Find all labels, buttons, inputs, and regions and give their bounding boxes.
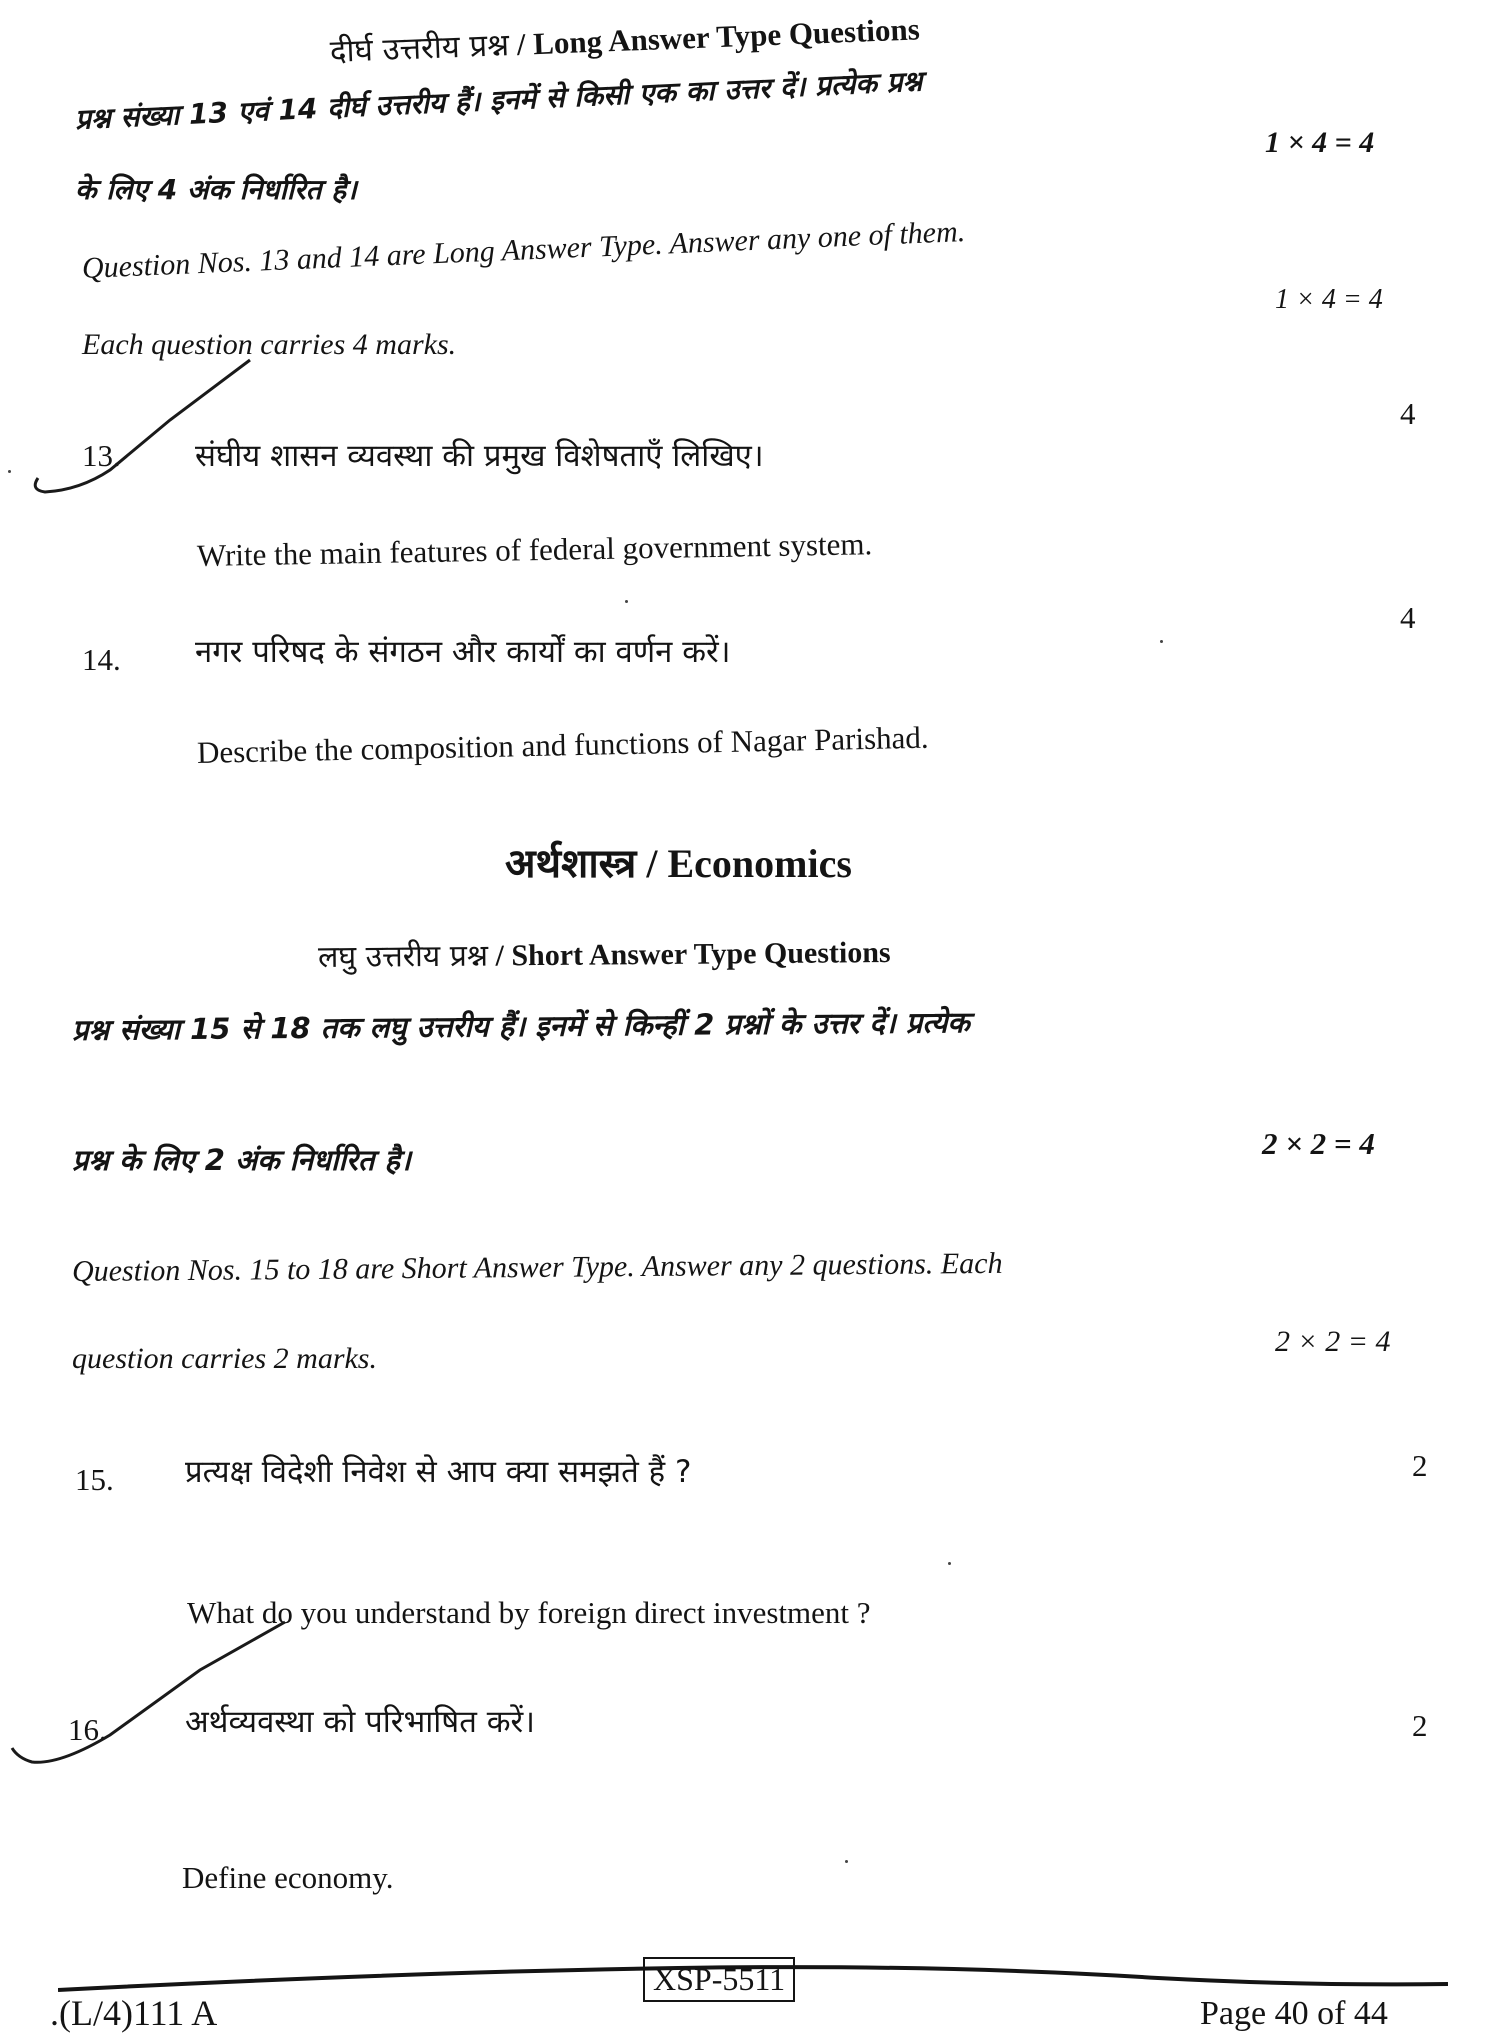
short-instructions-en-marks: 2 × 2 = 4	[1275, 1325, 1391, 1358]
heading-separator: /	[495, 939, 505, 973]
question-16-text-en: Define economy.	[182, 1860, 394, 1895]
short-answer-heading-hi: लघु उत्तरीय प्रश्न	[317, 938, 489, 975]
long-instructions-en-line1: Question Nos. 13 and 14 are Long Answer Type. Answer any one of them.	[81, 215, 966, 285]
footer-page-label: Page 40 of 44	[1200, 1995, 1388, 2032]
footer-paper-code: .(L/4)111 A	[50, 1993, 218, 2033]
question-14-text-hi: नगर परिषद के संगठन और कार्यों का वर्णन करें।	[195, 634, 731, 670]
economics-subject-hi: अर्थशास्त्र	[505, 841, 637, 887]
long-instructions-en-marks: 1 × 4 = 4	[1275, 284, 1383, 315]
short-instructions-en-line2: question carries 2 marks.	[72, 1342, 377, 1375]
question-13-text-hi: संघीय शासन व्यवस्था की प्रमुख विशेषताएँ लिखिए।	[195, 438, 764, 474]
question-16-marks: 2	[1412, 1708, 1428, 1743]
scan-speck	[948, 1562, 951, 1565]
question-15-number: 15.	[75, 1462, 114, 1497]
question-16-number: 16.	[68, 1712, 107, 1747]
long-answer-heading-en: Long Answer Type Questions	[532, 11, 921, 62]
question-13-number: 13.	[82, 438, 121, 473]
question-15-text-hi: प्रत्यक्ष विदेशी निवेश से आप क्या समझते हैं ?	[185, 1454, 692, 1490]
question-13-text-en: Write the main features of federal government system.	[196, 526, 873, 573]
long-instructions-en-line2: Each question carries 4 marks.	[82, 328, 457, 361]
scan-speck	[845, 1860, 848, 1863]
question-14-marks: 4	[1400, 600, 1416, 635]
question-15-marks: 2	[1412, 1448, 1428, 1483]
short-instructions-hi-line1: प्रश्न संख्या 15 से 18 तक लघु उत्तरीय हैं। इनमें से किन्हीं 2 प्रश्नों के उत्तर दें। प्रत्येक	[71, 1005, 970, 1047]
long-instructions-hi-marks: 1 × 4 = 4	[1265, 126, 1375, 159]
subject-separator: /	[646, 841, 658, 886]
scan-speck	[625, 600, 628, 603]
question-14-text-en: Describe the composition and functions of Nagar Parishad.	[196, 719, 929, 770]
short-answer-heading-en: Short Answer Type Questions	[511, 936, 891, 973]
long-answer-heading-hi: दीर्घ उत्तरीय प्रश्न	[329, 27, 510, 70]
short-instructions-hi-marks: 2 × 2 = 4	[1262, 1126, 1375, 1161]
short-instructions-hi-line2: प्रश्न के लिए 2 अंक निर्धारित है।	[72, 1143, 411, 1177]
footer-series-code: XSP-5511	[643, 1957, 795, 2002]
long-instructions-hi-line2: के लिए 4 अंक निर्धारित है।	[75, 173, 357, 206]
question-13-marks: 4	[1400, 396, 1416, 431]
scan-speck	[1160, 640, 1163, 643]
question-14-number: 14.	[82, 642, 121, 677]
question-16-text-hi: अर्थव्यवस्था को परिभाषित करें।	[185, 1704, 535, 1740]
heading-separator: /	[516, 26, 527, 62]
scan-speck	[8, 470, 11, 473]
short-instructions-en-line1: Question Nos. 15 to 18 are Short Answer Type. Answer any 2 questions. Each	[71, 1246, 1003, 1288]
long-instructions-hi-line1: प्रश्न संख्या 13 एवं 14 दीर्घ उत्तरीय हैं। इनमें से किसी एक का उत्तर दें। प्रत्येक प्रश्न	[74, 64, 923, 136]
economics-subject-en: Economics	[667, 841, 852, 886]
question-15-text-en: What do you understand by foreign direct investment ?	[187, 1595, 871, 1630]
